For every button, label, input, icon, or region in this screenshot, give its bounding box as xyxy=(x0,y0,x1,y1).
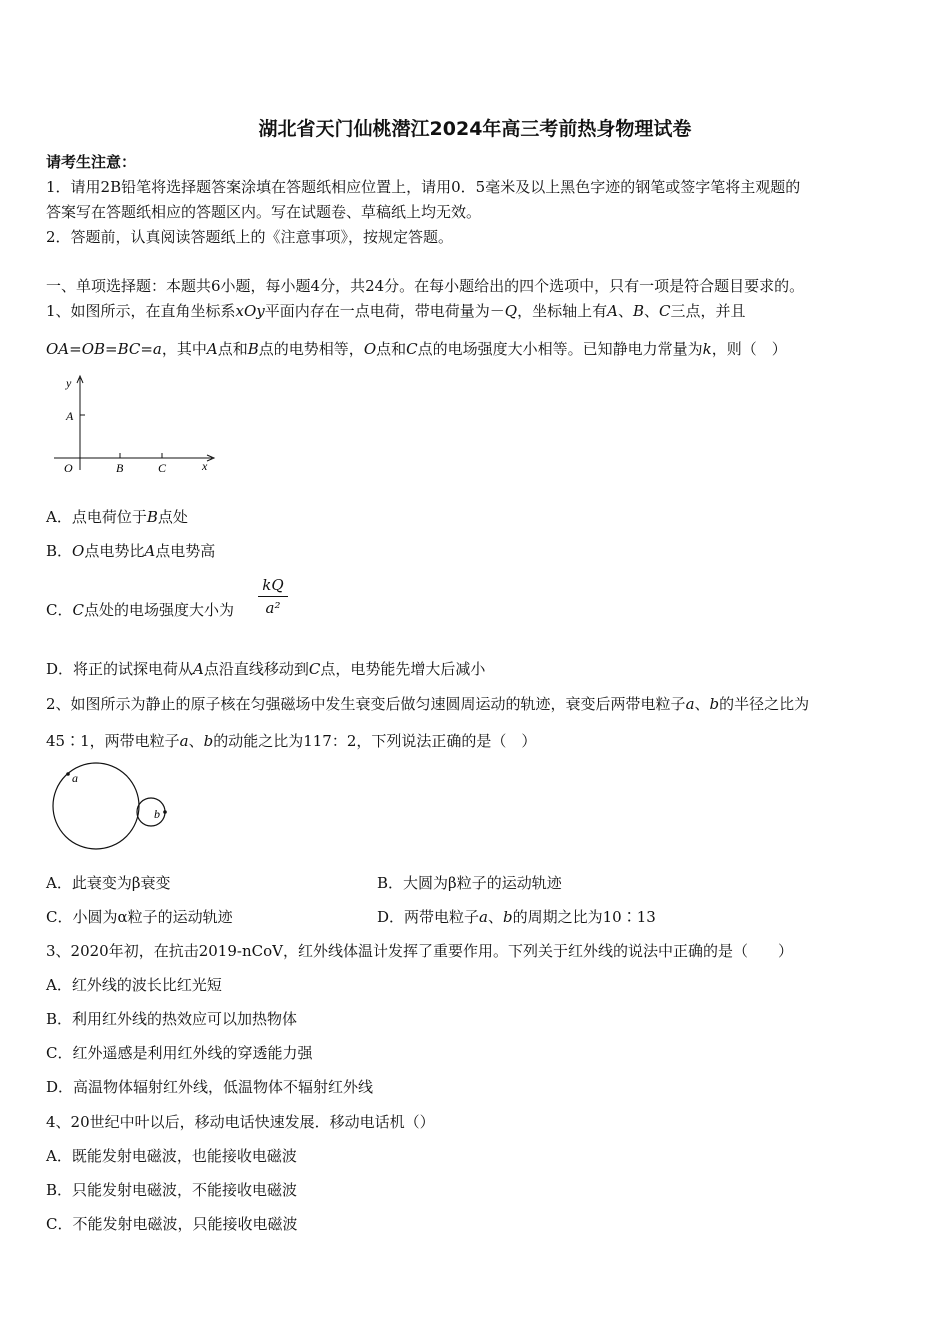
page-title: 湖北省天门仙桃潜江2024年高三考前热身物理试卷 xyxy=(258,118,692,140)
notice-item-1: 1．请用2B铅笔将选择题答案涂填在答题纸相应位置上，请用0．5毫米及以上黑色字迹的钢笔或签字笔将主观题的 xyxy=(46,178,801,196)
q1-option-a: A．点电荷位于B点处 xyxy=(46,508,188,526)
q1-option-c-fraction xyxy=(258,576,288,617)
q2-circle-figure xyxy=(48,758,178,858)
q3-option-d: D．高温物体辐射红外线，低温物体不辐射红外线 xyxy=(46,1078,374,1096)
label-a: A xyxy=(66,409,74,423)
q4-option-c: C．不能发射电磁波，只能接收电磁波 xyxy=(46,1215,298,1233)
q1-coordinate-figure xyxy=(48,370,228,480)
q2-stem-line-1: 2、如图所示为静止的原子核在匀强磁场中发生衰变后做匀速圆周运动的轨迹，衰变后两带电粒子a、b的半径之比为 xyxy=(46,695,810,713)
label-b: b xyxy=(154,807,160,821)
label-o: O xyxy=(64,461,73,475)
q4-stem: 4、20世纪中叶以后，移动电话快速发展．移动电话机（） xyxy=(46,1113,435,1131)
q1-option-b: B．O点电势比A点电势高 xyxy=(46,542,216,560)
q1-option-c: C．C点处的电场强度大小为 xyxy=(46,601,234,619)
label-a: a xyxy=(72,771,78,785)
q1-stem-line-1: 1、如图所示，在直角坐标系xOy平面内存在一点电荷，带电荷量为－Q，坐标轴上有A、B、C三点，并且 xyxy=(46,302,746,320)
q2-option-d: D．两带电粒子a、b的周期之比为10∶13 xyxy=(377,908,656,926)
label-y: y xyxy=(66,376,72,390)
q1-option-d: D．将正的试探电荷从A点沿直线移动到C点，电势能先增大后减小 xyxy=(46,660,486,678)
q3-stem: 3、2020年初，在抗击2019-nCoV，红外线体温计发挥了重要作用。下列关于红外线的说法中正确的是（ ） xyxy=(46,942,793,960)
fraction-numerator: kQ xyxy=(258,576,288,597)
q4-option-a: A．既能发射电磁波，也能接收电磁波 xyxy=(46,1147,297,1165)
label-x: x xyxy=(202,459,208,473)
particle-a-dot xyxy=(66,772,70,776)
notice-heading: 请考生注意： xyxy=(46,153,137,171)
notice-item-2: 2．答题前，认真阅读答题纸上的《注意事项》，按规定答题。 xyxy=(46,228,454,246)
q3-option-b: B．利用红外线的热效应可以加热物体 xyxy=(46,1010,298,1028)
label-b: B xyxy=(116,461,124,475)
large-circle xyxy=(53,763,139,849)
label-c: C xyxy=(158,461,167,475)
particle-b-dot xyxy=(163,810,167,814)
q2-option-a: A．此衰变为β衰变 xyxy=(46,874,171,892)
q4-option-b: B．只能发射电磁波，不能接收电磁波 xyxy=(46,1181,298,1199)
q1-stem-line-2: OA=OB=BC=a，其中A点和B点的电势相等，O点和C点的电场强度大小相等。已知静电力常量为k，则（ ） xyxy=(46,340,787,358)
fraction-denominator: a² xyxy=(265,599,281,617)
q2-stem-line-2: 45∶1，两带电粒子a、b的动能之比为117：2，下列说法正确的是（ ） xyxy=(46,732,537,750)
q3-option-a: A．红外线的波长比红光短 xyxy=(46,976,222,994)
small-circle xyxy=(137,798,165,826)
q2-option-b: B．大圆为β粒子的运动轨迹 xyxy=(377,874,562,892)
notice-item-1-cont: 答案写在答题纸相应的答题区内。写在试题卷、草稿纸上均无效。 xyxy=(46,203,482,221)
q3-option-c: C．红外遥感是利用红外线的穿透能力强 xyxy=(46,1044,313,1062)
section-1-heading: 一、单项选择题：本题共6小题，每小题4分，共24分。在每小题给出的四个选项中，只有一项是符合题目要求的。 xyxy=(46,277,805,295)
q2-option-c: C．小圆为α粒子的运动轨迹 xyxy=(46,908,233,926)
